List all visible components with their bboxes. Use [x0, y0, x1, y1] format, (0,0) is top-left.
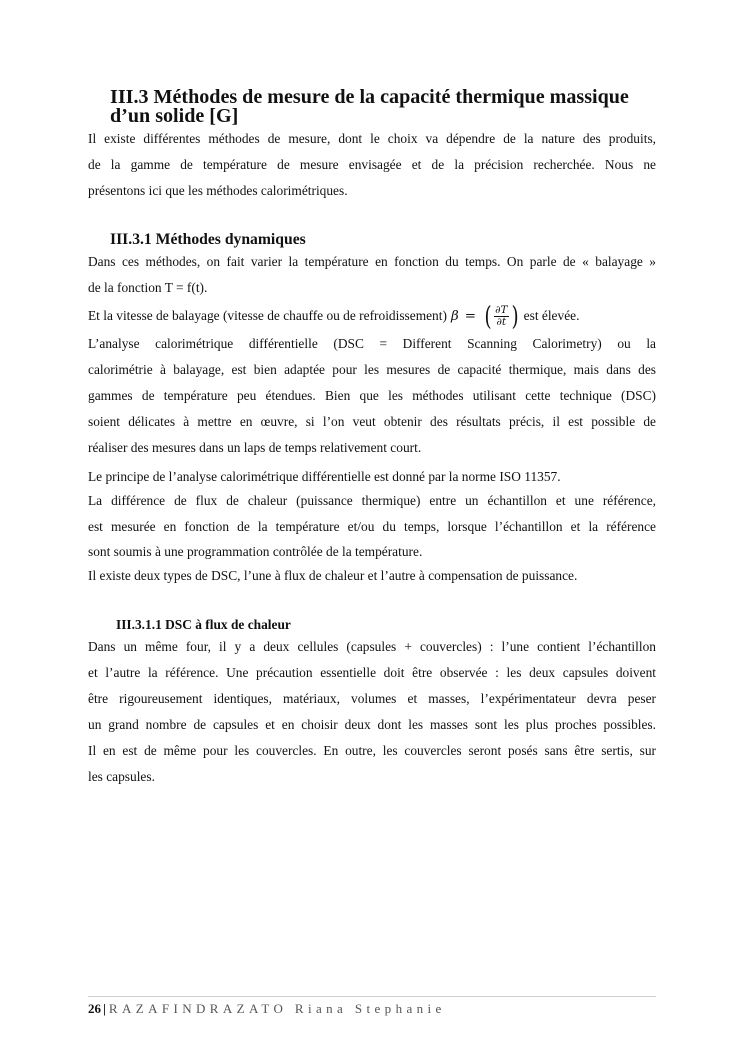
scan-rate-text-before: Et la vitesse de balayage (vitesse de chauffe ou de refroidissement) [88, 308, 447, 323]
text-line: est mesurée en fonction de la température et/ou du temps, lorsque l’échantillon et la référence [88, 519, 656, 534]
paragraph-heat-flux-dsc [88, 634, 656, 790]
fraction-numerator: ∂T [495, 304, 508, 317]
section-heading-iii-3-1-1: III.3.1.1 DSC à flux de chaleur [116, 617, 291, 632]
paragraph-measurement-methods [88, 126, 656, 204]
text-line: de la fonction T = f(t). [88, 280, 208, 295]
scan-rate-line [88, 301, 656, 331]
fraction-denominator: ∂t [496, 316, 507, 329]
beta-symbol: β [450, 308, 459, 324]
text-line: et l’autre la référence. Une précaution essentielle doit être observée : les deux capsules doivent [88, 665, 656, 680]
paragraph-dsc-description [88, 331, 656, 461]
text-line: un grand nombre de capsules et en choisir deux dont les masses sont les plus proches possibles. [88, 717, 656, 732]
scan-rate-formula [451, 302, 521, 332]
text-line: Il en est de même pour les couvercles. En outre, les couvercles seront posés sans être sertis, sur [88, 743, 656, 758]
text-line: Il existe différentes méthodes de mesure, dont le choix va dépendre de la nature des produits, [88, 131, 656, 146]
text-line: être rigoureusement identiques, matériaux, volumes et masses, l’expérimentateur devra peser [88, 691, 656, 706]
section-heading-iii-3-1: III.3.1 Méthodes dynamiques [110, 231, 306, 248]
spacer [88, 589, 656, 615]
text-line: réaliser des mesures dans un laps de temps relativement court. [88, 440, 422, 455]
text-line: soient délicates à mettre en œuvre, si l’on veut obtenir des résultats précis, il est possible de [88, 414, 656, 429]
left-paren-icon: ( [484, 301, 492, 332]
scan-rate-text-after: est élevée. [523, 308, 580, 323]
section-heading-iii-3: III.3 Méthodes de mesure de la capacité thermique massique d’un solide [G] [110, 86, 629, 127]
paragraph-dynamic-methods [88, 249, 656, 301]
footer-author: RAZAFINDRAZATO Riana Stephanie [108, 1001, 446, 1016]
spacer [88, 204, 656, 230]
text-line: gammes de température peu étendues. Bien que les méthodes utilisant cette technique (DSC) [88, 388, 656, 403]
footer-separator: | [103, 1001, 106, 1016]
page-footer [88, 996, 656, 1017]
paragraph-dsc-principle [88, 465, 656, 589]
text-line: les capsules. [88, 769, 155, 784]
text-line: présentons ici que les méthodes calorimétriques. [88, 183, 348, 198]
text-line: calorimétrie à balayage, est bien adaptée pour les mesures de capacité thermique, mais dans des [88, 362, 656, 377]
text-line: Le principe de l’analyse calorimétrique différentielle est donné par la norme ISO 11357. [88, 469, 561, 484]
right-paren-icon: ) [511, 301, 519, 332]
document-body [88, 88, 656, 790]
partial-derivative-fraction [494, 305, 508, 328]
text-line: Dans un même four, il y a deux cellules (capsules + couvercles) : l’une contient l’échantillon [88, 639, 656, 654]
text-line: Il existe deux types de DSC, l’une à flux de chaleur et l’autre à compensation de puissance. [88, 568, 578, 583]
text-line: Dans ces méthodes, on fait varier la température en fonction du temps. On parle de « balayage » [88, 254, 656, 269]
page-number: 26 [88, 1001, 101, 1016]
text-line: L’analyse calorimétrique différentielle (DSC = Different Scanning Calorimetry) ou la [88, 336, 656, 351]
text-line: sont soumis à une programmation contrôlée de la température. [88, 544, 423, 559]
text-line: La différence de flux de chaleur (puissance thermique) entre un échantillon et une référence, [88, 493, 656, 508]
equals-sign: = [464, 308, 476, 324]
text-line: de la gamme de température de mesure envisagée et de la précision recherchée. Nous ne [88, 157, 656, 172]
